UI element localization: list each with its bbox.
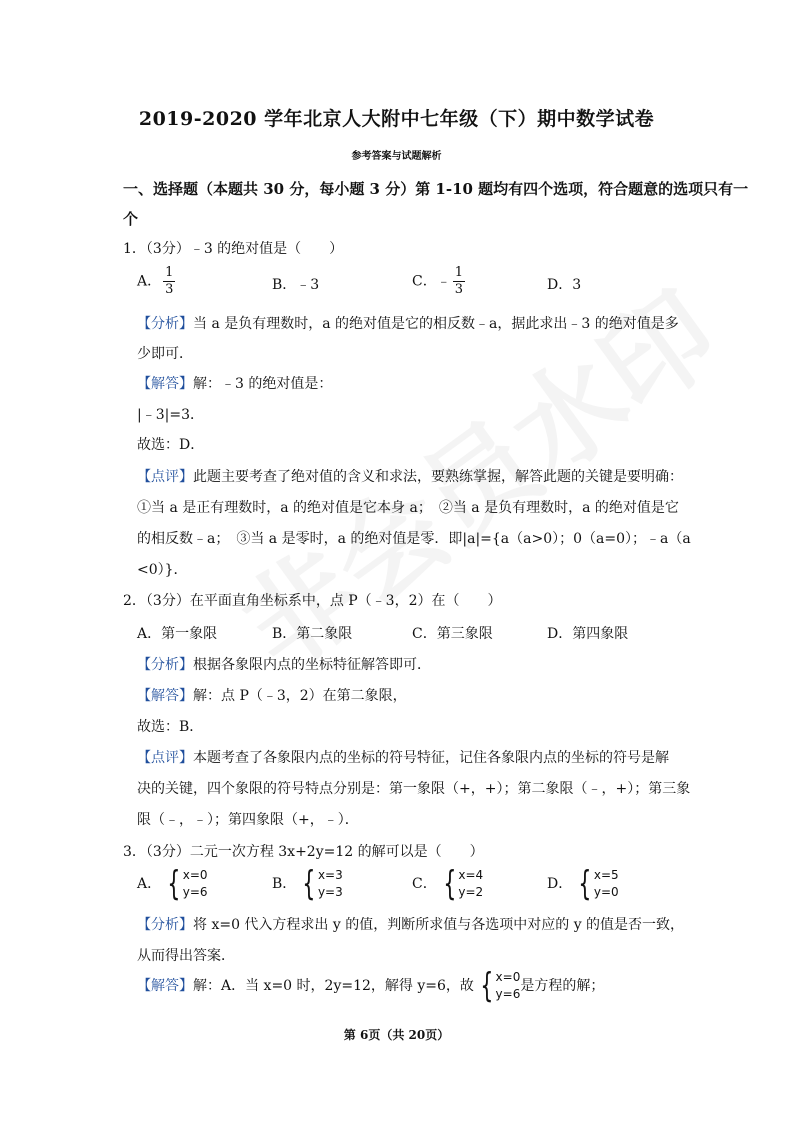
q1-option-d: D．3 (547, 277, 582, 293)
q2-option-a: A．第一象限 (137, 626, 218, 642)
q1-option-b: B．﹣3 (272, 277, 320, 293)
answer-tag: 【解答】 (137, 978, 193, 994)
q1-comment-line4: <0）}． (137, 562, 188, 578)
q2-choice: 故选：B． (137, 719, 204, 735)
q1-analysis: 【分析】当 a 是负有理数时，a 的绝对值是它的相反数﹣a，据此求出﹣3 的绝对值是多 (137, 316, 679, 332)
q3-option-b-system: { x=3 y=3 (302, 864, 343, 904)
q2-option-c: C．第三象限 (412, 626, 493, 642)
q2-comment: 【点评】本题考查了各象限内点的坐标的符号特征，记住各象限内点的坐标的符号是解 (137, 750, 669, 766)
q2-stem: 2．（3分）在平面直角坐标系中，点 P（﹣3，2）在（ ） (123, 593, 502, 609)
comment-tag: 【点评】 (137, 750, 193, 766)
q3-option-c-system: { x=4 y=2 (443, 864, 484, 904)
q1-option-a: A． $\frac{1}{3}$ (137, 265, 174, 297)
q1-comment-line3: 的相反数﹣a； ③当 a 是零时，a 的绝对值是零．即|a|={a（a>0）；0（a=0）；﹣a（a (137, 531, 691, 547)
answer-tag: 【解答】 (137, 688, 193, 704)
section-heading: 一、选择题（本题共 30 分，每小题 3 分）第 1-10 题均有四个选项，符合题意的选项只有一 (123, 180, 749, 198)
page-title: 2019-2020 学年北京人大附中七年级（下）期中数学试卷 (138, 108, 655, 130)
page-footer: 第 6页（共 20页） (343, 1028, 450, 1042)
q1-option-c: C．﹣ $\frac{1}{3}$ (412, 265, 463, 297)
q2-option-d: D．第四象限 (547, 626, 629, 642)
comment-tag: 【点评】 (137, 469, 193, 485)
q3-option-a: A． { x=0 y=6 (137, 864, 208, 904)
q2-option-b: B．第二象限 (272, 626, 353, 642)
q1-analysis-cont: 少即可． (137, 346, 193, 362)
answer-tag: 【解答】 (137, 376, 193, 392)
q1-comment: 【点评】此题主要考查了绝对值的含义和求法，要熟练掌握，解答此题的关键是要明确： (137, 469, 683, 485)
q1-answer-line2: |﹣3|=3． (137, 407, 204, 423)
q1-comment-line2: ①当 a 是正有理数时，a 的绝对值是它本身 a； ②当 a 是负有理数时，a 的绝对值是它 (137, 500, 679, 516)
q3-analysis-cont: 从而得出答案． (137, 948, 235, 964)
q3-option-d: D． { x=5 y=0 (547, 864, 619, 904)
q2-analysis: 【分析】根据各象限内点的坐标特征解答即可． (137, 657, 431, 673)
q3-answer: 【解答】解：A．当 x=0 时，2y=12，解得 y=6，故 { x=0 y=6 是方程的解； (137, 966, 605, 1006)
q2-answer: 【解答】解：点 P（﹣3，2）在第二象限， (137, 688, 407, 704)
q2-comment-line2: 决的关键，四个象限的符号特点分别是：第一象限（+，+）；第二象限（﹣，+）；第三象 (137, 781, 691, 797)
q3-option-a-system: { x=0 y=6 (167, 864, 208, 904)
q3-answer-system: { x=0 y=6 (480, 966, 521, 1006)
page-subtitle: 参考答案与试题解析 (351, 151, 442, 162)
q1-option-a-fraction: $\frac{1}{3}$ (165, 265, 174, 297)
q3-option-b: B． { x=3 y=3 (272, 864, 343, 904)
q1-stem: 1．（3分）﹣3 的绝对值是（ ） (123, 241, 344, 257)
analysis-tag: 【分析】 (137, 917, 193, 933)
q3-analysis: 【分析】将 x=0 代入方程求出 y 的值，判断所求值与各选项中对应的 y 的值是否一致， (137, 917, 685, 933)
analysis-tag: 【分析】 (137, 316, 193, 332)
q1-answer: 【解答】解：﹣3 的绝对值是： (137, 376, 333, 392)
analysis-tag: 【分析】 (137, 657, 193, 673)
section-heading-cont: 个 (123, 210, 139, 228)
q3-option-d-system: { x=5 y=0 (578, 864, 619, 904)
q3-stem: 3．（3分）二元一次方程 3x+2y=12 的解可以是（ ） (123, 844, 484, 860)
q1-option-c-fraction: $\frac{1}{3}$ (454, 265, 463, 297)
q2-comment-line3: 限（﹣，﹣）；第四象限（+，﹣）． (137, 812, 359, 828)
q1-choice: 故选：D． (137, 437, 205, 453)
q3-option-c: C． { x=4 y=2 (412, 864, 484, 904)
